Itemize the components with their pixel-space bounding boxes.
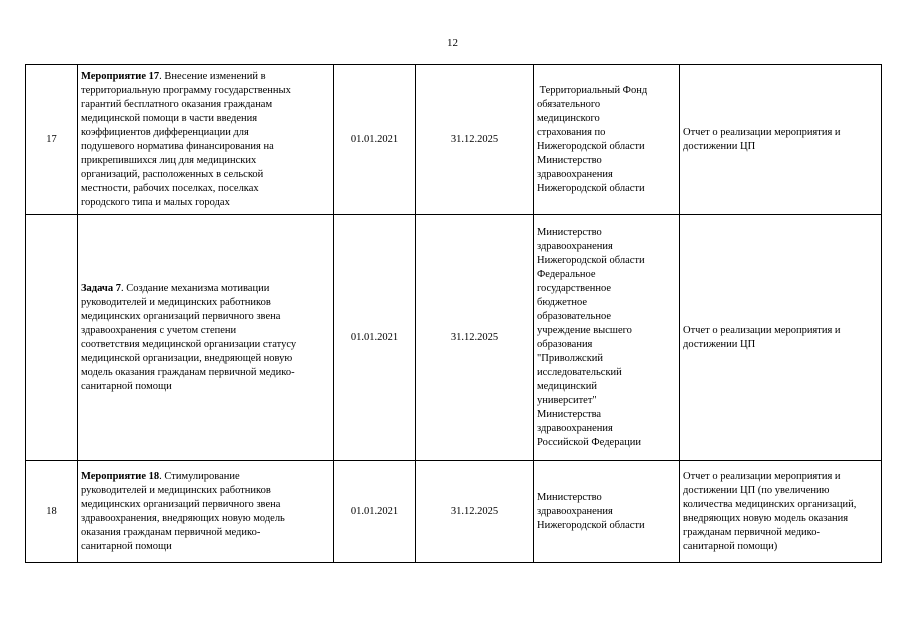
result-line: внедряющих новую модель оказания bbox=[683, 512, 849, 524]
description-line: руководителей и медицинских работников bbox=[81, 296, 271, 308]
end-date-cell: 31.12.2025 bbox=[416, 65, 534, 215]
result-line: достижении ЦП bbox=[683, 338, 756, 350]
description-line: санитарной помощи bbox=[81, 380, 172, 392]
description-line: медицинских организаций первичного звена bbox=[81, 310, 281, 322]
result-cell bbox=[680, 65, 882, 215]
executor-line: государственное bbox=[537, 282, 612, 294]
executor-line: университет" bbox=[537, 394, 597, 406]
task-label: Задача 7 bbox=[81, 282, 121, 294]
executor-line: Министерство bbox=[537, 154, 602, 166]
result-cell bbox=[680, 461, 882, 563]
description-line: соответствия медицинской организации статусу bbox=[81, 338, 297, 350]
executor-line: здравоохранения bbox=[537, 240, 613, 252]
row-number-cell: 17 bbox=[26, 65, 78, 215]
activity-description-cell bbox=[78, 65, 334, 215]
task-description-cell bbox=[78, 215, 334, 461]
description-line: медицинской помощи в части введения bbox=[81, 112, 258, 124]
executor-line: Нижегородской области bbox=[537, 519, 645, 531]
result-line: Отчет о реализации мероприятия и bbox=[683, 324, 841, 336]
result-line: санитарной помощи) bbox=[683, 540, 778, 552]
executor-line: Федеральное bbox=[537, 268, 596, 280]
description-line: оказания гражданам первичной медико- bbox=[81, 526, 261, 538]
description-line: прикрепившихся лиц для медицинских bbox=[81, 154, 257, 166]
executor-line: здравоохранения bbox=[537, 168, 613, 180]
executor-line: Нижегородской области bbox=[537, 254, 645, 266]
executor-line: Министерство bbox=[537, 226, 602, 238]
description-line: санитарной помощи bbox=[81, 540, 172, 552]
end-date-cell: 31.12.2025 bbox=[416, 215, 534, 461]
activity-label: Мероприятие 17 bbox=[81, 70, 160, 82]
executor-line: здравоохранения bbox=[537, 505, 613, 517]
table-row bbox=[26, 65, 882, 215]
description-line: здравоохранения, внедряющих новую модель bbox=[81, 512, 285, 524]
executor-line: Территориальный Фонд bbox=[537, 84, 648, 96]
description-line: территориальную программу государственных bbox=[81, 84, 291, 96]
executor-line: "Приволжский bbox=[537, 352, 604, 364]
description-line: коэффициентов дифференциации для bbox=[81, 126, 249, 138]
page-number: 12 bbox=[447, 37, 458, 49]
executors-cell bbox=[534, 65, 680, 215]
executor-line: Российской Федерации bbox=[537, 436, 641, 448]
row-number-cell bbox=[26, 215, 78, 461]
description-line: медицинских организаций первичного звена bbox=[81, 498, 281, 510]
result-cell bbox=[680, 215, 882, 461]
table-row bbox=[26, 215, 882, 461]
executor-line: Нижегородской области bbox=[537, 182, 645, 194]
row-number-cell: 18 bbox=[26, 461, 78, 563]
plan-table bbox=[25, 64, 882, 563]
description-line: руководителей и медицинских работников bbox=[81, 484, 271, 496]
executor-line: исследовательский bbox=[537, 366, 622, 378]
executor-line: страхования по bbox=[537, 126, 606, 138]
result-line: количества медицинских организаций, bbox=[683, 498, 857, 510]
start-date-cell: 01.01.2021 bbox=[334, 215, 416, 461]
executor-line: медицинского bbox=[537, 112, 600, 124]
executor-line: обязательного bbox=[537, 98, 601, 110]
executor-line: образования bbox=[537, 338, 593, 350]
executor-line: здравоохранения bbox=[537, 422, 613, 434]
description-line: медицинской организации, внедряющей новую bbox=[81, 352, 293, 364]
description-line: организаций, расположенных в сельской bbox=[81, 168, 264, 180]
description-line: здравоохранения с учетом степени bbox=[81, 324, 237, 336]
result-line: Отчет о реализации мероприятия и bbox=[683, 126, 841, 138]
table-row bbox=[26, 461, 882, 563]
description-line: местности, рабочих поселках, поселках bbox=[81, 182, 259, 194]
executor-line: медицинский bbox=[537, 380, 597, 392]
start-date-cell: 01.01.2021 bbox=[334, 461, 416, 563]
description-line: . Внесение изменений в bbox=[159, 70, 266, 82]
executor-line: Нижегородской области bbox=[537, 140, 645, 152]
result-line: достижении ЦП (по увеличению bbox=[683, 484, 830, 496]
description-line: городского типа и малых городах bbox=[81, 196, 230, 208]
end-date-cell: 31.12.2025 bbox=[416, 461, 534, 563]
result-line: Отчет о реализации мероприятия и bbox=[683, 470, 841, 482]
executors-cell bbox=[534, 215, 680, 461]
executor-line: учреждение высшего bbox=[537, 324, 632, 336]
description-line: . Создание механизма мотивации bbox=[120, 282, 270, 294]
description-line: гарантий бесплатного оказания гражданам bbox=[81, 98, 273, 110]
activity-description-cell bbox=[78, 461, 334, 563]
description-line: модель оказания гражданам первичной медико- bbox=[81, 366, 295, 378]
activity-label: Мероприятие 18 bbox=[81, 470, 160, 482]
description-line: подушевого норматива финансирования на bbox=[81, 140, 274, 152]
start-date-cell: 01.01.2021 bbox=[334, 65, 416, 215]
executors-cell bbox=[534, 461, 680, 563]
executor-line: Министерства bbox=[537, 408, 602, 420]
executor-line: образовательное bbox=[537, 310, 611, 322]
executor-line: Министерство bbox=[537, 491, 602, 503]
result-line: достижении ЦП bbox=[683, 140, 756, 152]
description-line: . Стимулирование bbox=[159, 470, 240, 482]
executor-line: бюджетное bbox=[537, 296, 588, 308]
result-line: гражданам первичной медико- bbox=[683, 526, 820, 538]
